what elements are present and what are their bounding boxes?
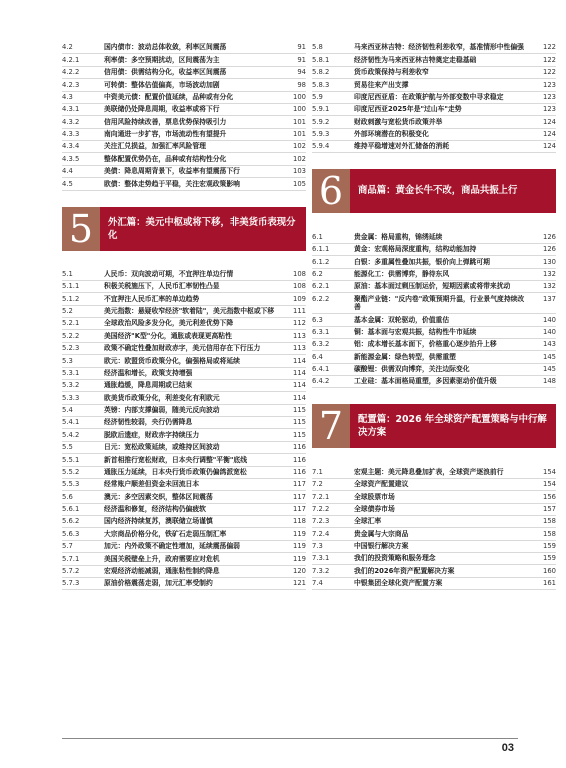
toc-entry-page: 91 (297, 55, 306, 64)
toc-entry-page: 117 (293, 505, 306, 514)
toc-entry[interactable] (62, 166, 306, 178)
toc-entry[interactable] (62, 79, 306, 91)
toc-entry-page: 122 (543, 43, 556, 52)
toc-entry-title: 国内经济持续复苏，澳联储立场谨慎 (104, 517, 213, 526)
toc-entry-title: 工业硅：基本面格局重塑，多因素驱动价值升级 (354, 377, 497, 386)
toc-entry-title: 关注汇兑损益，加强汇率风险管理 (104, 142, 206, 151)
toc-entry-page: 161 (543, 579, 556, 588)
toc-entry[interactable] (312, 104, 556, 116)
section-title: 外汇篇：美元中枢或将下移，非美货币表现分化 (100, 207, 306, 251)
toc-entry-title: 信用债：供需结构分化，收益率区间震荡 (104, 68, 227, 77)
toc-entry-number: 4.3.1 (62, 105, 80, 114)
toc-entry[interactable] (62, 491, 306, 503)
toc-entry[interactable] (62, 355, 306, 367)
toc-entry-number: 4.2.3 (62, 80, 80, 89)
toc-entry-title: 货币政策保持与利差收窄 (354, 68, 429, 77)
toc-entry-title: 外部环境潜在的积极变化 (354, 130, 429, 139)
toc-entry-number: 6.2 (312, 269, 323, 278)
toc-entry-title: 南向通进一步扩容，市场流动性有望提升 (104, 130, 227, 139)
toc-entry-number: 5.2.3 (62, 344, 80, 353)
toc-entry-number: 5.2 (62, 307, 73, 316)
toc-entry-title: 欧美货币政策分化，利差变化有利欧元 (104, 393, 220, 402)
toc-entry[interactable] (62, 129, 306, 141)
toc-entry-number: 7.2 (312, 480, 323, 489)
toc-entry-title: 铝：成本增长基本面下，价格重心逐步抬升上移 (354, 340, 497, 349)
toc-entry[interactable] (312, 516, 556, 528)
toc-entry[interactable] (62, 178, 306, 190)
toc-entry-page: 115 (293, 406, 306, 415)
toc-entry-page: 159 (543, 542, 556, 551)
toc-entry[interactable] (62, 368, 306, 380)
toc-entry-title: 美国经济"K型"分化，通胀或表现更高粘性 (104, 331, 232, 340)
toc-entry[interactable] (312, 141, 556, 153)
toc-entry[interactable] (312, 129, 556, 141)
section-number: 7 (312, 404, 350, 448)
toc-entry[interactable] (312, 578, 556, 590)
toc-entry-page: 145 (543, 365, 556, 374)
toc-entry-title: 印度尼西亚盾：在政策护航与外部变数中寻求稳定 (354, 92, 504, 101)
toc-entry-title: 基本金属：双轮驱动，价值重估 (354, 315, 450, 324)
toc-entry-title: 加元：内外政策不确定性增加，延续震荡偏弱 (104, 542, 240, 551)
toc-entry-number: 7.3 (312, 542, 323, 551)
toc-entry-title: 利率债：多空预期扰动，区间震荡为主 (104, 55, 220, 64)
toc-entry-number: 7.3.1 (312, 554, 330, 563)
toc-entry-page: 123 (543, 92, 556, 101)
toc-entry-page: 98 (297, 80, 306, 89)
toc-entry[interactable] (62, 104, 306, 116)
toc-entry-number: 5.8.1 (312, 55, 330, 64)
toc-entry-title: 维持平稳增速对外汇储备的消耗 (354, 142, 450, 151)
toc-entry[interactable] (62, 405, 306, 417)
toc-entry-number: 7.2.1 (312, 492, 330, 501)
toc-entry-page: 140 (543, 327, 556, 336)
toc-entry-title: 中资美元债：配置价值延续，品种或有分化 (104, 92, 234, 101)
toc-entry-number: 7.2.4 (312, 529, 330, 538)
toc-entry[interactable] (62, 504, 306, 516)
toc-entry[interactable] (62, 380, 306, 392)
toc-entry[interactable] (62, 281, 306, 293)
toc-entry-title: 信用风险持续改善，票息优势保持吸引力 (104, 117, 227, 126)
toc-entry-title: 全球汇率 (354, 517, 382, 526)
toc-entry-page: 112 (293, 319, 306, 328)
toc-entry-title: 我们的投资策略和服务理念 (354, 554, 436, 563)
toc-left-column (62, 42, 306, 590)
toc-entry-title: 美国关税壁垒上升，政府需要应对危机 (104, 554, 220, 563)
toc-entry[interactable] (62, 116, 306, 128)
toc-entry[interactable] (312, 116, 556, 128)
toc-entry[interactable] (312, 479, 556, 491)
toc-entry-title: 贸易往来产出支撑 (354, 80, 409, 89)
toc-entry-page: 113 (293, 331, 306, 340)
toc-entry[interactable] (312, 244, 556, 256)
toc-entry-number: 6.4.1 (312, 365, 330, 374)
toc-entry-page: 94 (297, 68, 306, 77)
toc-entry-title: 经济韧性为马来西亚林吉特奠定走稳基础 (354, 55, 477, 64)
toc-entry-page: 117 (293, 480, 306, 489)
toc-entry-title: 聚酯产业链："反内卷"政策预期升温，行业景气度持续改善 (354, 294, 525, 312)
toc-entry-number: 4.3.5 (62, 154, 80, 163)
toc-entry-number: 5.4 (62, 406, 73, 415)
toc-entry-page: 156 (543, 492, 556, 501)
section-number: 5 (62, 207, 100, 251)
toc-entry[interactable] (62, 454, 306, 466)
toc-entry-number: 6.1 (312, 232, 323, 241)
toc-entry[interactable] (312, 528, 556, 540)
toc-entry-number: 5.9.1 (312, 105, 330, 114)
section-title: 商品篇：黄金长牛不改，商品共振上行 (350, 169, 556, 213)
toc-entry-page: 160 (543, 566, 556, 575)
toc-entry-title: 碳酸锂：供需双向博弈，关注边际变化 (354, 365, 470, 374)
toc-entry-title: 能源化工：供需博弈，静待东风 (354, 269, 450, 278)
toc-entry-number: 5.5 (62, 443, 73, 452)
footer-rule (62, 738, 518, 739)
toc-entry-page: 108 (293, 269, 306, 278)
toc-entry-page: 119 (293, 529, 306, 538)
toc-entry[interactable] (312, 553, 556, 565)
toc-entry-page: 114 (293, 356, 306, 365)
toc-entry-title: 通胀趋缓，降息周期或已结束 (104, 381, 193, 390)
toc-entry-number: 4.3.3 (62, 130, 80, 139)
toc-entry-page: 101 (293, 117, 306, 126)
toc-entry-page: 143 (543, 340, 556, 349)
toc-entry[interactable] (312, 67, 556, 79)
toc-entry-number: 5.6.3 (62, 529, 80, 538)
toc-entry-page: 101 (293, 130, 306, 139)
toc-entry[interactable] (312, 293, 556, 314)
toc-entry[interactable] (62, 269, 306, 281)
toc-entry-page: 114 (293, 368, 306, 377)
toc-entry-number: 4.3.4 (62, 142, 80, 151)
toc-entry-title: 美元指数：悬疑收窄经济"软着陆"，美元指数中枢或下移 (104, 307, 275, 316)
toc-entry-title: 新能源金属：绿色转型，供需重塑 (354, 352, 456, 361)
toc-entry-page: 116 (293, 467, 306, 476)
toc-entry-title: 全球股票市场 (354, 492, 395, 501)
toc-entry-title: 英镑：内部支撑偏弱，随美元反向波动 (104, 406, 220, 415)
toc-entry-page: 132 (543, 282, 556, 291)
toc-entry-page: 126 (543, 245, 556, 254)
section-header-commodities (312, 169, 556, 213)
toc-entry[interactable] (62, 293, 306, 305)
toc-entry-page: 103 (293, 167, 306, 176)
toc-list-chapter-4 (62, 42, 306, 191)
toc-entry-page: 157 (543, 504, 556, 513)
toc-list-chapter-5-cont (312, 42, 556, 153)
toc-entry-page: 130 (543, 257, 556, 266)
toc-entry-title: 原油：基本面过剩压制运价，短期因素或将带来扰动 (354, 282, 511, 291)
toc-entry-number: 5.7.3 (62, 579, 80, 588)
toc-entry-page: 154 (543, 467, 556, 476)
toc-entry[interactable] (312, 231, 556, 243)
toc-entry-number: 4.4 (62, 167, 73, 176)
toc-entry-title: 大宗商品价格分化，铁矿石走弱压制汇率 (104, 529, 227, 538)
toc-entry-page: 159 (543, 554, 556, 563)
toc-entry-number: 5.1.2 (62, 294, 80, 303)
toc-entry-page: 100 (293, 92, 306, 101)
toc-entry-page: 121 (293, 579, 306, 588)
toc-entry[interactable] (312, 42, 556, 54)
toc-entry-title: 欧元：欧盟货币政策分化，偏强格局或将延续 (104, 356, 240, 365)
toc-entry-title: 中银集团全球化资产配置方案 (354, 579, 443, 588)
toc-entry-title: 脱欧后遗症，财政赤字持续压力 (104, 430, 200, 439)
toc-entry-title: 贵金属：格局重构，锦绣延续 (354, 232, 443, 241)
toc-entry-title: 我们的2026年资产配置解决方案 (354, 566, 455, 575)
toc-entry-page: 114 (293, 381, 306, 390)
toc-entry-page: 145 (543, 352, 556, 361)
toc-entry-number: 7.1 (312, 467, 323, 476)
toc-entry-title: 宏观经济动能减弱，通胀粘性制约降息 (104, 566, 220, 575)
toc-entry[interactable] (312, 79, 556, 91)
toc-entry-number: 4.3 (62, 92, 73, 101)
toc-entry-title: 美联储仍处降息周期，收益率或将下行 (104, 105, 220, 114)
toc-list-chapter-6 (312, 231, 556, 388)
toc-entry-title: 全球资产配置建议 (354, 480, 409, 489)
toc-entry[interactable] (62, 42, 306, 54)
toc-entry[interactable] (62, 417, 306, 429)
toc-entry-page: 102 (293, 154, 306, 163)
toc-entry[interactable] (312, 281, 556, 293)
toc-entry-number: 5.4.2 (62, 430, 80, 439)
toc-entry-number: 6.3.2 (312, 340, 330, 349)
toc-entry-number: 5.3.2 (62, 381, 80, 390)
toc-entry-title: 黄金：宏观格局深度重构，结构动能加持 (354, 245, 477, 254)
toc-entry[interactable] (312, 565, 556, 577)
toc-entry-page: 113 (293, 344, 306, 353)
toc-entry-title: 澳元：多空因素交织，整体区间震荡 (104, 492, 213, 501)
toc-entry-number: 5.3.3 (62, 393, 80, 402)
toc-entry-page: 118 (293, 517, 306, 526)
toc-entry-number: 5.8.2 (312, 68, 330, 77)
toc-entry-number: 7.2.2 (312, 504, 330, 513)
toc-entry-page: 132 (543, 269, 556, 278)
toc-entry-page: 158 (543, 529, 556, 538)
toc-entry-number: 5.8 (312, 43, 323, 52)
toc-entry-number: 5.5.2 (62, 467, 80, 476)
toc-entry-number: 5.4.1 (62, 418, 80, 427)
toc-entry-title: 整体配置优势仍在，品种或有结构性分化 (104, 154, 227, 163)
toc-entry-number: 6.4 (312, 352, 323, 361)
toc-entry[interactable] (312, 92, 556, 104)
toc-entry[interactable] (312, 314, 556, 326)
toc-entry-page: 120 (293, 566, 306, 575)
toc-entry[interactable] (62, 153, 306, 165)
toc-entry-number: 6.2.2 (312, 294, 330, 303)
toc-entry-title: 政策不确定性叠加财政赤字，美元信用存在下行压力 (104, 344, 261, 353)
toc-entry[interactable] (62, 330, 306, 342)
toc-entry-title: 欧债：整体走势趋于平稳，关注宏观政策影响 (104, 179, 240, 188)
toc-entry-title: 经济温和修复，经济结构仍偏疲软 (104, 505, 206, 514)
section-title: 配置篇：2026 年全球资产配置策略与中行解决方案 (350, 404, 556, 448)
toc-entry-page: 108 (293, 282, 306, 291)
toc-entry[interactable] (312, 327, 556, 339)
toc-entry[interactable] (62, 392, 306, 404)
toc-entry-title: 可转债：整体估值偏高，市场波动加剧 (104, 80, 220, 89)
toc-entry[interactable] (312, 364, 556, 376)
toc-entry[interactable] (62, 343, 306, 355)
toc-entry-page: 91 (297, 43, 306, 52)
toc-entry-title: 全球债券市场 (354, 504, 395, 513)
toc-entry-page: 116 (293, 443, 306, 452)
toc-entry-number: 5.9.4 (312, 142, 330, 151)
toc-entry-page: 115 (293, 430, 306, 439)
toc-entry-title: 新首相推行宽松财政，日本央行调整"平衡"底线 (104, 455, 248, 464)
toc-entry[interactable] (62, 578, 306, 590)
toc-entry-number: 5.2.1 (62, 319, 80, 328)
toc-entry-number: 4.5 (62, 179, 73, 188)
toc-entry-number: 4.3.2 (62, 117, 80, 126)
toc-entry-title: 铜：基本面与宏观共振，结构性牛市延续 (354, 327, 477, 336)
toc-entry-page: 140 (543, 315, 556, 324)
toc-entry-number: 5.6.2 (62, 517, 80, 526)
toc-entry-page: 148 (543, 377, 556, 386)
toc-entry-title: 马来西亚林吉特：经济韧性利差收窄，基准情形中性偏强 (354, 43, 524, 52)
toc-entry-page: 158 (543, 517, 556, 526)
toc-entry-page: 102 (293, 142, 306, 151)
toc-entry-number: 6.3.1 (312, 327, 330, 336)
toc-entry-number: 5.5.1 (62, 455, 80, 464)
toc-entry-page: 119 (293, 554, 306, 563)
section-header-forex (62, 207, 306, 251)
toc-entry-page: 123 (543, 105, 556, 114)
toc-entry-page: 137 (543, 294, 556, 303)
toc-entry-number: 5.8.3 (312, 80, 330, 89)
toc-entry-page: 124 (543, 130, 556, 139)
toc-entry-page: 154 (543, 480, 556, 489)
toc-entry-page: 122 (543, 55, 556, 64)
toc-entry-title: 日元：宽松政策延续，或维持区间波动 (104, 443, 220, 452)
toc-entry-title: 经济韧性较弱，央行仍需降息 (104, 418, 193, 427)
toc-entry-number: 7.3.2 (312, 566, 330, 575)
toc-entry-number: 5.9.3 (312, 130, 330, 139)
toc-entry-number: 5.1.1 (62, 282, 80, 291)
toc-entry-title: 经常账户顺差但资金未回流日本 (104, 480, 200, 489)
toc-entry[interactable] (312, 339, 556, 351)
toc-entry-title: 中国银行解决方案 (354, 542, 409, 551)
toc-entry-page: 114 (293, 393, 306, 402)
toc-entry-page: 100 (293, 105, 306, 114)
toc-entry[interactable] (62, 541, 306, 553)
toc-entry-number: 6.1.2 (312, 257, 330, 266)
toc-entry[interactable] (312, 376, 556, 388)
toc-entry[interactable] (312, 256, 556, 268)
toc-entry[interactable] (62, 141, 306, 153)
toc-entry[interactable] (62, 67, 306, 79)
toc-entry-number: 6.3 (312, 315, 323, 324)
toc-entry-title: 全球政治风险多发分化，美元利差优势下降 (104, 319, 234, 328)
page-number: 03 (501, 742, 514, 754)
toc-entry-number: 5.7 (62, 542, 73, 551)
toc-entry-title: 财政刺激与宽松货币政策并举 (354, 117, 443, 126)
toc-entry[interactable] (312, 541, 556, 553)
toc-entry[interactable] (62, 318, 306, 330)
toc-entry-number: 7.4 (312, 579, 323, 588)
toc-entry-number: 4.2.2 (62, 68, 80, 77)
toc-entry-number: 4.2 (62, 43, 73, 52)
toc-entry-number: 5.9 (312, 92, 323, 101)
toc-entry[interactable] (62, 54, 306, 66)
toc-entry[interactable] (62, 528, 306, 540)
toc-entry-number: 5.9.2 (312, 117, 330, 126)
toc-entry-page: 124 (543, 117, 556, 126)
toc-entry-title: 不宜押注人民币汇率的单边趋势 (104, 294, 200, 303)
toc-entry-number: 7.2.3 (312, 517, 330, 526)
toc-entry-page: 105 (293, 179, 306, 188)
toc-entry-number: 5.1 (62, 269, 73, 278)
toc-entry[interactable] (312, 466, 556, 478)
toc-entry[interactable] (312, 351, 556, 363)
toc-entry-title: 人民币：双向波动可期，不宜押注单边行情 (104, 269, 234, 278)
toc-entry-title: 通胀压力延续，日本央行货币政策仍偏鸽派宽松 (104, 467, 247, 476)
toc-entry-page: 119 (293, 542, 306, 551)
toc-entry-title: 宏观主题：美元降息叠加扩表，全球资产逐浪前行 (354, 467, 504, 476)
toc-list-chapter-5 (62, 269, 306, 591)
toc-entry-title: 经济温和增长，政策支持增强 (104, 368, 193, 377)
toc-entry[interactable] (62, 442, 306, 454)
toc-entry[interactable] (312, 54, 556, 66)
toc-entry-page: 116 (293, 455, 306, 464)
toc-list-chapter-7 (312, 466, 556, 590)
toc-entry-title: 印度尼西亚2025年是"过山车"走势 (354, 105, 462, 114)
toc-entry-page: 122 (543, 68, 556, 77)
toc-entry-number: 5.2.2 (62, 331, 80, 340)
toc-entry-page: 115 (293, 418, 306, 427)
toc-entry-number: 5.6.1 (62, 505, 80, 514)
toc-entry-number: 5.3.1 (62, 368, 80, 377)
toc-entry-number: 4.2.1 (62, 55, 80, 64)
toc-entry-page: 117 (293, 492, 306, 501)
toc-right-column (312, 42, 556, 590)
toc-entry[interactable] (62, 516, 306, 528)
toc-entry[interactable] (62, 306, 306, 318)
toc-entry-title: 原油价格震荡走弱，加元汇率受制约 (104, 579, 213, 588)
toc-entry[interactable] (312, 491, 556, 503)
toc-entry[interactable] (62, 553, 306, 565)
toc-entry-number: 5.6 (62, 492, 73, 501)
toc-entry-number: 6.4.2 (312, 377, 330, 386)
toc-entry[interactable] (62, 467, 306, 479)
toc-entry-title: 白银：多重属性叠加共振，银价向上弹跳可期 (354, 257, 490, 266)
toc-entry-number: 5.7.2 (62, 566, 80, 575)
toc-entry-title: 贵金属与大宗商品 (354, 529, 409, 538)
toc-entry-number: 5.5.3 (62, 480, 80, 489)
toc-entry-page: 111 (293, 307, 306, 316)
toc-entry-number: 6.1.1 (312, 245, 330, 254)
section-header-allocation (312, 404, 556, 448)
toc-entry[interactable] (62, 566, 306, 578)
toc-entry[interactable] (312, 504, 556, 516)
toc-entry-page: 126 (543, 232, 556, 241)
toc-entry[interactable] (62, 479, 306, 491)
toc-entry[interactable] (62, 92, 306, 104)
toc-entry-page: 123 (543, 80, 556, 89)
toc-entry-page: 109 (293, 294, 306, 303)
toc-entry[interactable] (62, 429, 306, 441)
toc-entry-title: 国内债市：波动总体收敛，利率区间震荡 (104, 43, 227, 52)
section-number: 6 (312, 169, 350, 213)
toc-entry-number: 5.3 (62, 356, 73, 365)
toc-entry[interactable] (312, 269, 556, 281)
toc-entry-page: 124 (543, 142, 556, 151)
toc-entry-title: 积极关税施压下，人民币汇率韧性凸显 (104, 282, 220, 291)
toc-entry-title: 美债：降息周期背景下，收益率有望震荡下行 (104, 167, 240, 176)
toc-entry-number: 5.7.1 (62, 554, 80, 563)
toc-entry-number: 6.2.1 (312, 282, 330, 291)
